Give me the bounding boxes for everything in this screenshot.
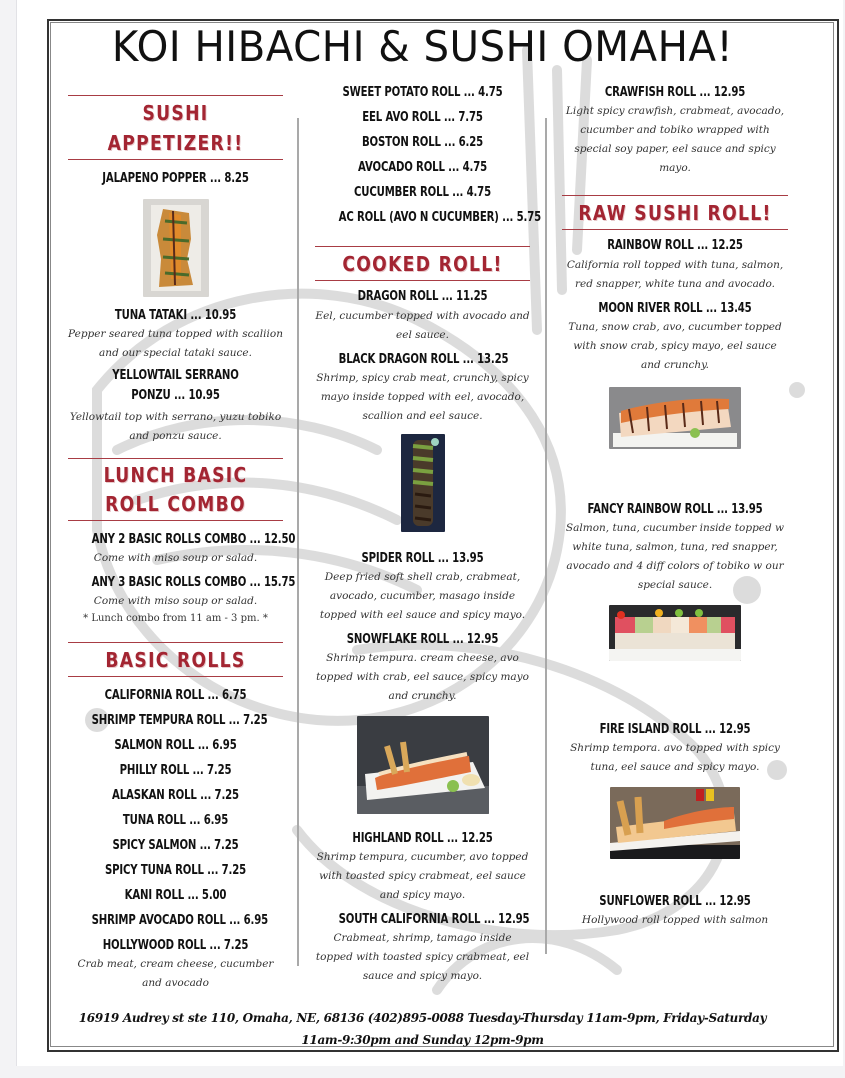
menu-item-name: HIGHLAND ROLL ... 12.25	[352, 831, 493, 846]
menu-item-name: RAINBOW ROLL ... 12.25	[607, 238, 743, 253]
menu-item-description: Light spicy crawfish, crabmeat, avocado, cucumber and tobiko wrapped with special soy paper, eel sauce and spicy mayo.	[565, 105, 785, 174]
menu-item-name: SALMON ROLL ... 6.95	[114, 738, 237, 753]
menu-item-name: ANY 2 BASIC ROLLS COMBO ... 12.50	[91, 532, 296, 547]
section-title: COOKED ROLL!	[342, 252, 503, 276]
section-title: LUNCH BASIC ROLL COMBO	[103, 463, 248, 516]
menu-column-2	[315, 80, 542, 988]
menu-item-description: Yellowtail top with serrano, yuzu tobiko and ponzu sauce.	[69, 411, 282, 442]
menu-item-name: SWEET POTATO ROLL ... 4.75	[342, 85, 503, 100]
footer-hours-line: 11am-9:30pm and Sunday 12pm-9pm	[301, 1033, 544, 1047]
fire-island-roll-photo-icon	[610, 787, 740, 859]
menu-item-description: Shrimp, spicy crab meat, crunchy, spicy mayo inside topped with eel, avocado, scallion and eel sauce.	[316, 372, 529, 422]
snowflake-roll-photo-icon	[357, 716, 489, 814]
footer-address-line: 16919 Audrey st ste 110, Omaha, NE, 68136 (402)895-0088 Tuesday-Thursday 11am-9pm, Friday-Saturday	[78, 1011, 767, 1025]
menu-item-name: HOLLYWOOD ROLL ... 7.25	[102, 938, 249, 953]
menu-item-description: Deep fried soft shell crab, crabmeat, avocado, cucumber, masago inside topped with eel sauce and spicy mayo.	[319, 571, 526, 621]
menu-item-name: BOSTON ROLL ... 6.25	[361, 135, 484, 150]
menu-item-name: MOON RIVER ROLL ... 13.45	[598, 301, 752, 316]
menu-item-name: FANCY RAINBOW ROLL ... 13.95	[587, 502, 763, 517]
section-header-sushi-appetizer	[68, 95, 283, 160]
column-divider-right	[545, 118, 547, 954]
menu-item-name: BLACK DRAGON ROLL ... 13.25	[338, 352, 509, 367]
menu-item-name: AC ROLL (AVO N CUCUMBER) ... 5.75	[338, 210, 542, 225]
menu-item-name: SUNFLOWER ROLL ... 12.95	[599, 894, 751, 909]
menu-item-description: Crabmeat, shrimp, tamago inside topped with toasted spicy crabmeat, eel sauce and spicy mayo.	[315, 932, 530, 982]
menu-item-name: SOUTH CALIFORNIA ROLL ... 12.95	[338, 912, 530, 927]
menu-item-name: PHILLY ROLL ... 7.25	[119, 763, 232, 778]
black-dragon-roll-photo-icon	[401, 434, 445, 532]
menu-column-3	[562, 80, 788, 932]
restaurant-address-hours	[75, 1007, 770, 1051]
menu-item-description: Pepper seared tuna topped with scaliion and our special tataki sauce.	[68, 328, 283, 359]
menu-item-description: Come with miso soup or salad.	[93, 595, 258, 607]
menu-item-description: Shrimp tempura. cream cheese, avo topped with crab, eel sauce, spicy mayo and crunchy.	[316, 652, 529, 702]
menu-item-name: SHRIMP TEMPURA ROLL ... 7.25	[91, 713, 268, 728]
menu-item-name: JALAPENO POPPER ... 8.25	[102, 171, 249, 186]
menu-item-name: TUNA TATAKI ... 10.95	[114, 308, 237, 323]
fancy-rainbow-roll-photo-icon	[609, 605, 741, 661]
menu-item-description: Shrimp tempura, cucumber, avo topped with toasted spicy crabmeat, eel sauce and spicy mayo.	[316, 851, 529, 901]
menu-item-name: SPIDER ROLL ... 13.95	[361, 551, 484, 566]
menu-column-1	[68, 95, 296, 995]
menu-item-name: DRAGON ROLL ... 11.25	[357, 289, 488, 304]
restaurant-title: KOI HIBACHI & SUSHI OMAHA!	[111, 22, 734, 71]
menu-item-name: CRAWFISH ROLL ... 12.95	[604, 85, 746, 100]
section-header-raw-sushi-roll	[562, 195, 788, 230]
menu-item-name: SNOWFLAKE ROLL ... 12.95	[346, 632, 499, 647]
menu-item-description: Crab meat, cream cheese, cucumber and avocado	[77, 958, 274, 989]
menu-item-name: KANI ROLL ... 5.00	[124, 888, 227, 903]
section-header-basic-rolls	[68, 642, 283, 677]
menu-item-name: EEL AVO ROLL ... 7.75	[362, 110, 483, 125]
section-header-lunch-combo	[68, 458, 283, 521]
menu-item-name: SHRIMP AVOCADO ROLL ... 6.95	[91, 913, 269, 928]
menu-item-name: AVOCADO ROLL ... 4.75	[357, 160, 488, 175]
section-header-cooked-roll	[315, 246, 530, 281]
menu-item-name: SPICY SALMON ... 7.25	[112, 838, 239, 853]
section-title: BASIC ROLLS	[105, 648, 246, 672]
menu-item-description: California roll topped with tuna, salmon, red snapper, white tuna and avocado.	[566, 259, 784, 290]
menu-item-name: CUCUMBER ROLL ... 4.75	[353, 185, 491, 200]
menu-item-name: ALASKAN ROLL ... 7.25	[112, 788, 239, 803]
section-title: SUSHI APPETIZER!!	[107, 101, 244, 155]
section-title: RAW SUSHI ROLL!	[578, 201, 772, 225]
menu-item-name: TUNA ROLL ... 6.95	[122, 813, 229, 828]
menu-item-description: Shrimp tempora. avo topped with spicy tuna, eel sauce and spicy mayo.	[570, 742, 780, 773]
column-divider-left	[297, 118, 299, 966]
menu-item-name: YELLOWTAIL SERRANO PONZU ... 10.95	[112, 368, 239, 403]
menu-item-name: SPICY TUNA ROLL ... 7.25	[104, 863, 247, 878]
menu-item-description: Eel, cucumber topped with avocado and eel sauce.	[315, 310, 530, 341]
menu-item-description: Salmon, tuna, cucumber inside topped w white tuna, salmon, tuna, red snapper, avocado and 4 diff colors of tobiko w our special sauce.	[565, 522, 785, 591]
menu-item-name: ANY 3 BASIC ROLLS COMBO ... 15.75	[91, 575, 296, 590]
menu-item-name: FIRE ISLAND ROLL ... 12.95	[599, 722, 751, 737]
lunch-combo-note: * Lunch combo from 11 am - 3 pm. *	[83, 613, 268, 624]
menu-item-description: Tuna, snow crab, avo, cucumber topped with snow crab, spicy mayo, eel sauce and crunchy.	[568, 321, 782, 371]
menu-item-description: Hollywood roll topped with salmon	[581, 914, 769, 926]
jalapeno-popper-photo-icon	[143, 199, 209, 297]
menu-item-name: CALIFORNIA ROLL ... 6.75	[104, 688, 247, 703]
moon-river-roll-photo-icon	[609, 387, 741, 449]
menu-item-description: Come with miso soup or salad.	[93, 552, 258, 564]
